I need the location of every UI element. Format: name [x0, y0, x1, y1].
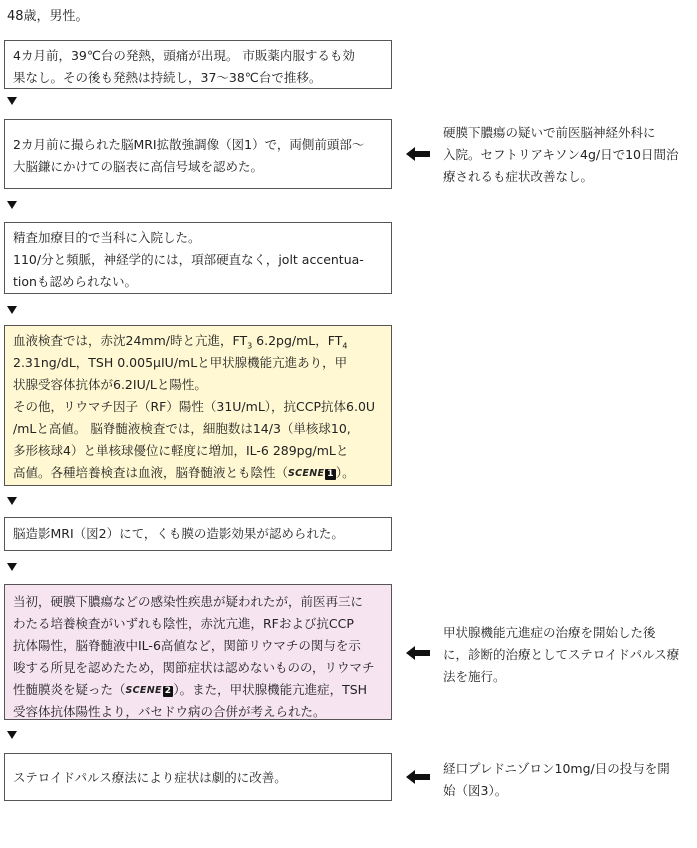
- step-onset-line-2: 果なし。その後も発熱は持続し，37～38℃台で推移。: [13, 70, 322, 85]
- step-admission-line-2: 110/分と頻脈，神経学的には，項部硬直なく，jolt accentua-: [13, 252, 364, 267]
- down-arrow-icon: [7, 97, 17, 105]
- side-note-prednisolone: [443, 758, 691, 802]
- down-arrow-icon: [7, 563, 17, 571]
- down-arrow-icon: [7, 201, 17, 209]
- lab-line-1: 血液検査では，赤沈24mm/時と亢進，$FT_3$ 6.2pg/mL，$FT_4$: [13, 333, 348, 351]
- diagnosis-line-2: わたる培養検査がいずれも陰性，赤沈亢進，RFおよび抗CCP: [13, 616, 354, 631]
- side-treatment-line-3: 法を施行。: [443, 669, 506, 684]
- step-lab-results: [4, 325, 392, 486]
- step-outcome-text: ステロイドパルス療法により症状は劇的に改善。: [13, 770, 287, 785]
- step-contrast-mri-text: 脳造影MRI（図2）にて，くも膜の造影効果が認められた。: [13, 526, 344, 541]
- side-treatment-line-2: に，診断的治療としてステロイドパルス療: [443, 647, 680, 662]
- diagnosis-line-6: 受容体抗体陽性より，バセドウ病の合併が考えられた。: [13, 704, 326, 719]
- down-arrow-icon: [7, 731, 17, 739]
- lab-line-3: 状腺受容体抗体が6.2IU/Lと陽性。: [13, 377, 207, 392]
- patient-summary: 48歳，男性。: [7, 9, 89, 24]
- lab-line-2: 2.31ng/dL，TSH 0.005μIU/mLと甲状腺機能亢進あり，甲: [13, 355, 348, 370]
- step-diagnosis: [4, 584, 392, 720]
- left-arrow-icon: [406, 147, 430, 161]
- step-outcome: [4, 753, 392, 801]
- scene-1-badge[interactable]: SCENE 1: [288, 468, 334, 479]
- diagnosis-line-1: 当初，硬膜下膿瘍などの感染性疾患が疑われたが，前医再三に: [13, 594, 364, 609]
- side-note-previous-hospital: [443, 122, 691, 188]
- step-mri-line-1: 2カ月前に撮られた脳MRI拡散強調像（図1）で，両側前頭部～: [13, 137, 365, 152]
- step-onset-line-1: 4カ月前，39℃台の発熱，頭痛が出現。 市販薬内服するも効: [13, 48, 355, 63]
- diagnosis-line-5: 性髄膜炎を疑った（SCENE 2 ）。また，甲状腺機能亢進症，TSH: [13, 682, 368, 697]
- side-treatment-line-1: 甲状腺機能亢進症の治療を開始した後: [443, 625, 656, 640]
- step-mri-line-2: 大脳鎌にかけての脳表に高信号域を認めた。: [13, 159, 264, 174]
- side-note-line-3: 療されるも症状改善なし。: [443, 169, 594, 184]
- lab-line-6: 多形核球4）と単核球優位に軽度に増加，IL-6 289pg/mLと: [13, 443, 349, 458]
- diagnosis-line-4: 唆する所見を認めたため，関節症状は認めないものの，リウマチ: [13, 660, 375, 675]
- step-onset: [4, 40, 392, 89]
- side-note-line-2: 入院。セフトリアキソン4g/日で10日間治: [443, 147, 679, 162]
- step-admission-line-1: 精査加療目的で当科に入院した。: [13, 230, 201, 245]
- side-prednisolone-line-1: 経口プレドニゾロン10mg/日の投与を開: [443, 761, 670, 776]
- side-note-line-1: 硬膜下膿瘍の疑いで前医脳神経外科に: [443, 125, 656, 140]
- step-admission: [4, 222, 392, 294]
- down-arrow-icon: [7, 497, 17, 505]
- step-contrast-mri: [4, 517, 392, 551]
- side-prednisolone-line-2: 始（図3）。: [443, 783, 508, 798]
- left-arrow-icon: [406, 646, 430, 660]
- lab-line-4: その他，リウマチ因子（RF）陽性（31U/mL），抗CCP抗体6.0U: [13, 399, 376, 414]
- step-admission-line-3: tionも認められない。: [13, 274, 137, 289]
- down-arrow-icon: [7, 306, 17, 314]
- scene-2-badge[interactable]: SCENE 2: [125, 685, 172, 696]
- lab-line-5: /mLと高値。 脳脊髄液検査では，細胞数は14/3（単核球10,: [13, 421, 351, 436]
- diagnosis-line-3: 抗体陽性，脳脊髄液中IL-6高値など，関節リウマチの関与を示: [13, 638, 361, 653]
- lab-line-7: 高値。各種培養検査は血液，脳脊髄液とも陰性（SCENE 1 ）。: [13, 465, 355, 480]
- step-mri-dwi: [4, 119, 392, 189]
- left-arrow-icon: [406, 770, 430, 784]
- side-note-treatment: [443, 622, 691, 688]
